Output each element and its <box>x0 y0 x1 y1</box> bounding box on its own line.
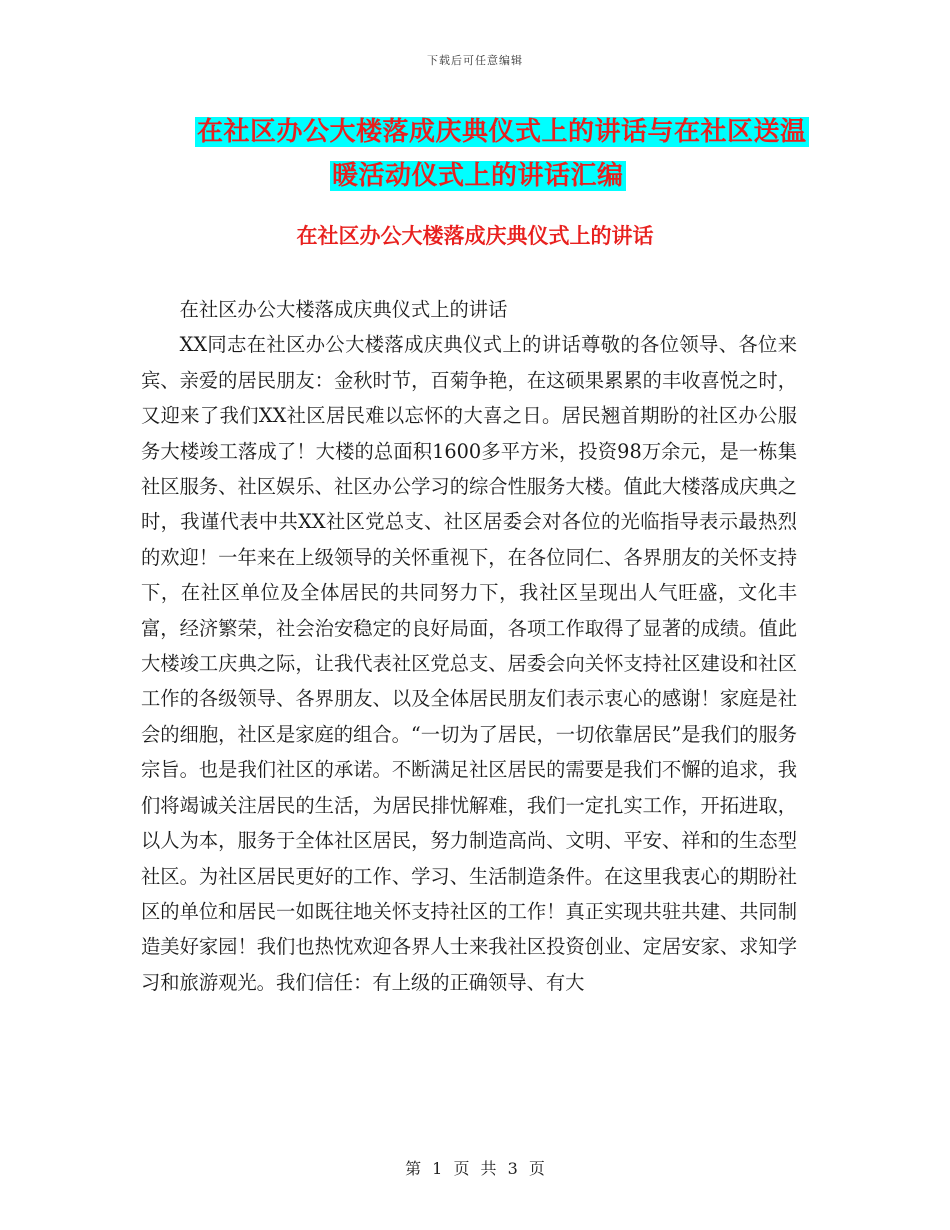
body-text <box>141 292 797 1000</box>
section-title: 在社区办公大楼落成庆典仪式上的讲话 <box>296 224 654 248</box>
page-number-footer: 第 1 页 共 3 页 <box>405 1159 545 1178</box>
page-header-note: 下载后可任意编辑 <box>427 54 523 67</box>
body-paragraph-2: XX同志在社区办公大楼落成庆典仪式上的讲话尊敬的各位领导、各位来宾、亲爱的居民朋友：金秋时节，百菊争艳，在这硕果累累的丰收喜悦之时，又迎来了我们XX社区居民难以忘怀的大喜之日。居民翘首期盼的社区办公服务大楼竣工落成了！大楼的总面积1600多平方米，投资98万余元，是一栋集社区服务、社区娱乐、社区办公学习的综合性服务大楼。值此大楼落成庆典之时，我谨代表中共XX社区党总支、社区居委会对各位的光临指导表示最热烈的欢迎！一年来在上级领导的关怀重视下，在各位同仁、各界朋友的关怀支持下，在社区单位及全体居民的共同努力下，我社区呈现出人气旺盛，文化丰富，经济繁荣，社会治安稳定的良好局面，各项工作取得了显著的成绩。值此大楼竣工庆典之际，让我代表社区党总支、居委会向关怀支持社区建设和社区工作的各级领导、各界朋友、以及全体居民朋友们表示衷心的感谢！家庭是社会的细胞，社区是家庭的组合。“一切为了居民，一切依靠居民”是我们的服务宗旨。也是我们社区的承诺。不断满足社区居民的需要是我们不懈的追求，我们将竭诚关注居民的生活，为居民排忧解难，我们一定扎实工作，开拓进取，以人为本，服务于全体社区居民，努力制造高尚、文明、平安、祥和的生态型社区。为社区居民更好的工作、学习、生活制造条件。在这里我衷心的期盼社区的单位和居民一如既往地关怀支持社区的工作！真正实现共驻共建、共同制造美好家园！我们也热忱欢迎各界人士来我社区投资创业、定居安家、求知学习和旅游观光。我们信任：有上级的正确领导、有大 <box>141 333 797 994</box>
document-title <box>140 110 810 198</box>
body-paragraph-1: 在社区办公大楼落成庆典仪式上的讲话 <box>179 298 508 321</box>
document-title-line-2: 暖活动仪式上的讲话汇编 <box>332 161 624 191</box>
document-title-line-1: 在社区办公大楼落成庆典仪式上的讲话与在社区送温 <box>197 117 807 147</box>
